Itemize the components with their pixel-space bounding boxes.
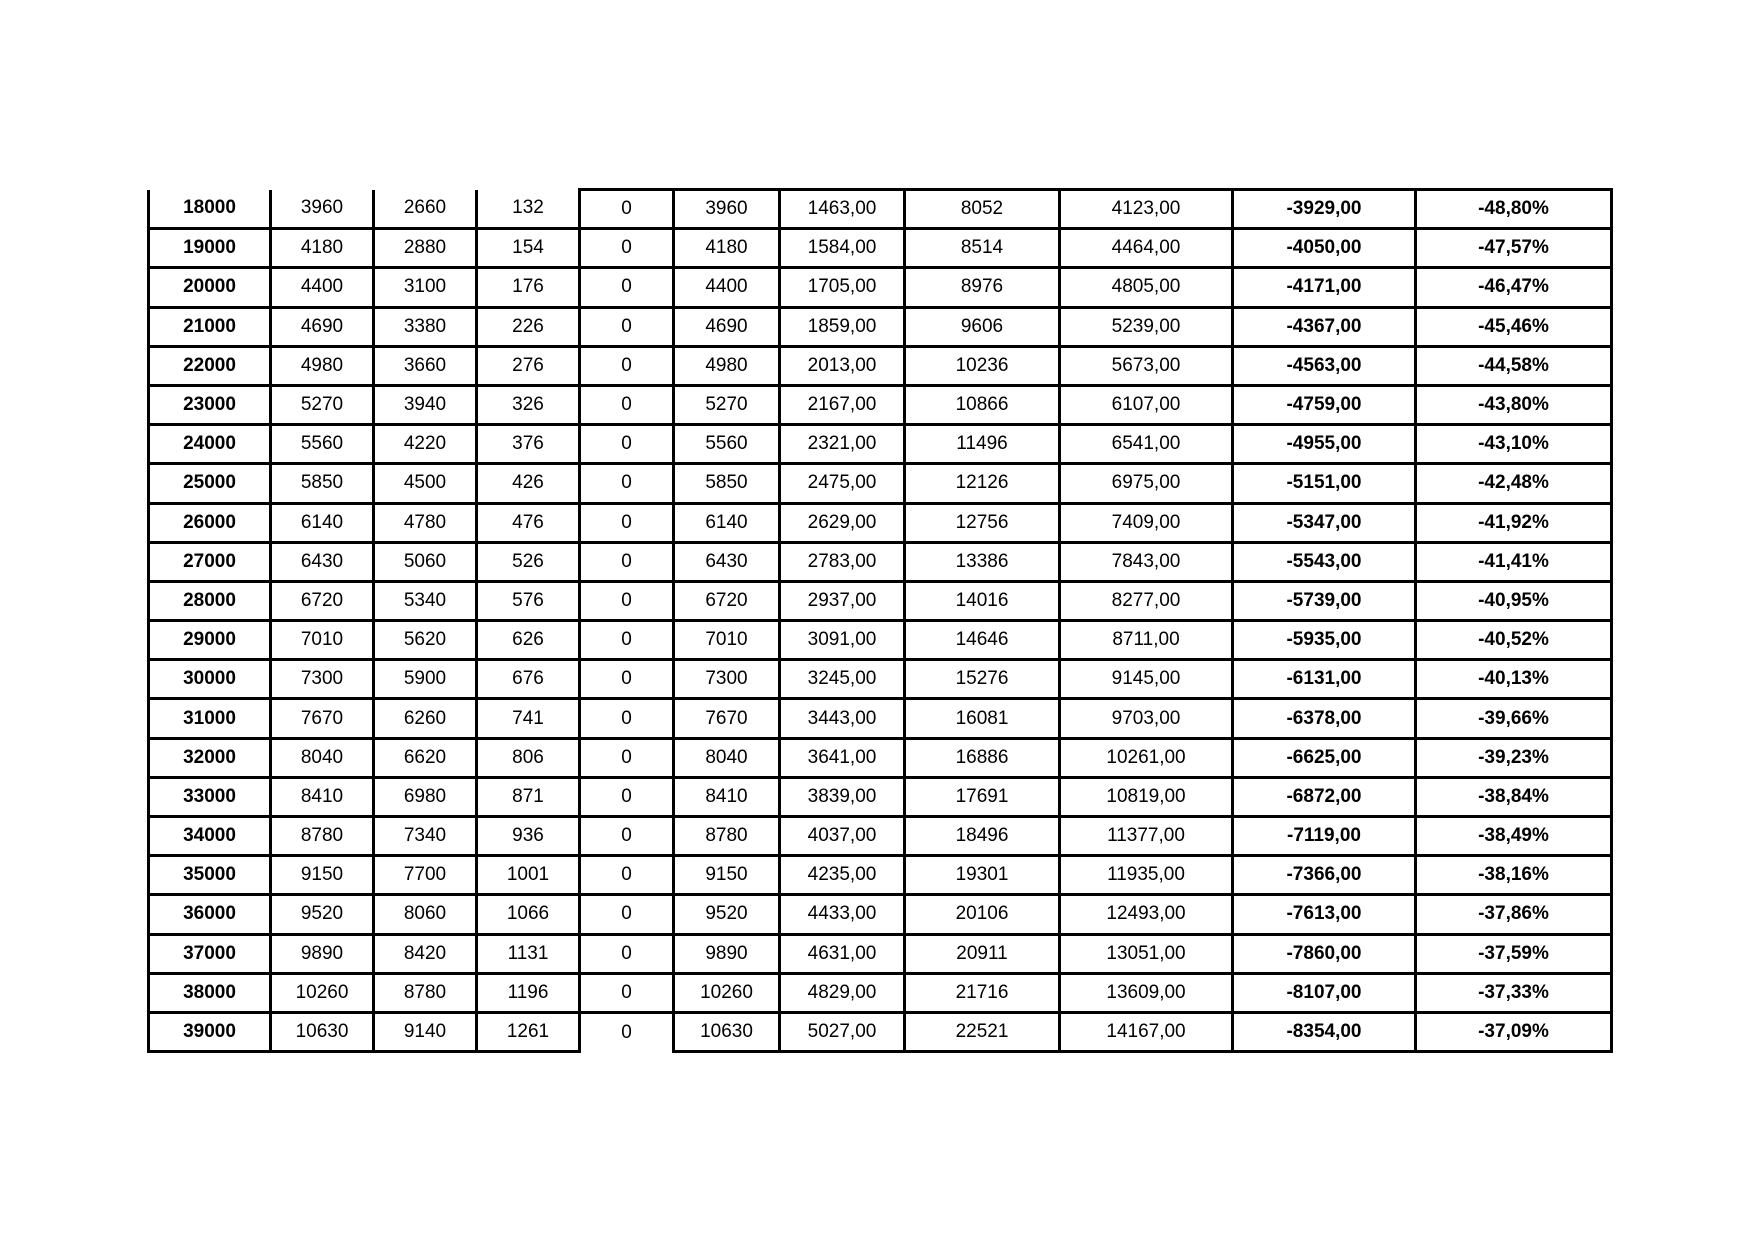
table-cell: 5560 xyxy=(271,425,374,464)
table-row xyxy=(149,464,1612,503)
table-row xyxy=(149,307,1612,346)
table-row xyxy=(149,1012,1612,1051)
table-cell: 8277,00 xyxy=(1060,581,1233,620)
table-cell: 476 xyxy=(477,503,580,542)
table-cell: 12493,00 xyxy=(1060,895,1233,934)
table-cell: 5270 xyxy=(674,385,780,424)
table-cell: 8420 xyxy=(374,934,477,973)
table-cell: 5850 xyxy=(271,464,374,503)
table-cell: 3839,00 xyxy=(780,777,905,816)
table-cell: 5340 xyxy=(374,581,477,620)
table-cell: 8514 xyxy=(905,229,1060,268)
table-cell: 7700 xyxy=(374,856,477,895)
table-cell: 18496 xyxy=(905,817,1060,856)
table-cell: 1001 xyxy=(477,856,580,895)
table-cell: 3245,00 xyxy=(780,660,905,699)
table-cell: 0 xyxy=(580,268,674,307)
table-cell: -4955,00 xyxy=(1233,425,1416,464)
table-cell: 30000 xyxy=(149,660,271,699)
table-cell: 3100 xyxy=(374,268,477,307)
table-cell: 626 xyxy=(477,621,580,660)
table-cell: 8780 xyxy=(674,817,780,856)
table-cell: 0 xyxy=(580,621,674,660)
table-cell: 871 xyxy=(477,777,580,816)
table-cell: 4235,00 xyxy=(780,856,905,895)
table-row xyxy=(149,973,1612,1012)
table-cell: 13609,00 xyxy=(1060,973,1233,1012)
table-cell: 10866 xyxy=(905,385,1060,424)
table-cell: -5543,00 xyxy=(1233,542,1416,581)
table-cell: 4220 xyxy=(374,425,477,464)
table-cell: 22521 xyxy=(905,1012,1060,1051)
table-cell: 7300 xyxy=(674,660,780,699)
table-cell: 6620 xyxy=(374,738,477,777)
table-cell: 4180 xyxy=(271,229,374,268)
table-cell: 21000 xyxy=(149,307,271,346)
table-cell: 7010 xyxy=(271,621,374,660)
table-cell: 2321,00 xyxy=(780,425,905,464)
table-cell: 8060 xyxy=(374,895,477,934)
table-cell: -39,66% xyxy=(1416,699,1612,738)
table-cell: 2013,00 xyxy=(780,346,905,385)
table-cell: 2880 xyxy=(374,229,477,268)
table-cell: 19301 xyxy=(905,856,1060,895)
table-cell: 0 xyxy=(580,817,674,856)
table-cell: 3960 xyxy=(271,190,374,229)
table-cell: 4180 xyxy=(674,229,780,268)
table-cell: 4037,00 xyxy=(780,817,905,856)
table-cell: -4563,00 xyxy=(1233,346,1416,385)
table-cell: 5850 xyxy=(674,464,780,503)
table-cell: 2475,00 xyxy=(780,464,905,503)
table-cell: 31000 xyxy=(149,699,271,738)
table-cell: -38,84% xyxy=(1416,777,1612,816)
table-cell: -37,09% xyxy=(1416,1012,1612,1051)
table-cell: -39,23% xyxy=(1416,738,1612,777)
table-cell: 9140 xyxy=(374,1012,477,1051)
table-cell: 0 xyxy=(580,385,674,424)
table-cell: 0 xyxy=(580,856,674,895)
table-cell: 5270 xyxy=(271,385,374,424)
table-row xyxy=(149,503,1612,542)
table-cell: -48,80% xyxy=(1416,190,1612,229)
table-cell: -3929,00 xyxy=(1233,190,1416,229)
table-cell: -40,95% xyxy=(1416,581,1612,620)
table-row xyxy=(149,699,1612,738)
table-cell: 0 xyxy=(580,777,674,816)
table-cell: 29000 xyxy=(149,621,271,660)
table-cell: 11377,00 xyxy=(1060,817,1233,856)
table-cell: 1131 xyxy=(477,934,580,973)
table-cell: -6625,00 xyxy=(1233,738,1416,777)
table-cell: 18000 xyxy=(149,190,271,229)
table-cell: 4980 xyxy=(271,346,374,385)
table-body xyxy=(149,190,1612,1052)
table-cell: 8410 xyxy=(674,777,780,816)
table-cell: 936 xyxy=(477,817,580,856)
table-cell: 6980 xyxy=(374,777,477,816)
table-cell: 37000 xyxy=(149,934,271,973)
table-cell: 0 xyxy=(580,425,674,464)
table-cell: 11935,00 xyxy=(1060,856,1233,895)
table-cell: 5560 xyxy=(674,425,780,464)
table-cell: 8711,00 xyxy=(1060,621,1233,660)
table-cell: 0 xyxy=(580,503,674,542)
table-cell: 3940 xyxy=(374,385,477,424)
table-cell: 9703,00 xyxy=(1060,699,1233,738)
table-cell: -7613,00 xyxy=(1233,895,1416,934)
table-cell: 12756 xyxy=(905,503,1060,542)
table-cell: 7409,00 xyxy=(1060,503,1233,542)
table-row xyxy=(149,621,1612,660)
table-cell: 6140 xyxy=(674,503,780,542)
table-cell: 4500 xyxy=(374,464,477,503)
table-cell: 0 xyxy=(580,934,674,973)
table-cell: 10260 xyxy=(674,973,780,1012)
table-cell: 2783,00 xyxy=(780,542,905,581)
table-cell: 10819,00 xyxy=(1060,777,1233,816)
table-cell: 6541,00 xyxy=(1060,425,1233,464)
table-cell: 9520 xyxy=(674,895,780,934)
table-cell: -41,92% xyxy=(1416,503,1612,542)
table-cell: 426 xyxy=(477,464,580,503)
table-cell: -45,46% xyxy=(1416,307,1612,346)
table-row xyxy=(149,385,1612,424)
table-cell: 9890 xyxy=(674,934,780,973)
table-cell: 13051,00 xyxy=(1060,934,1233,973)
table-cell: 10260 xyxy=(271,973,374,1012)
table-row xyxy=(149,268,1612,307)
table-cell: 6260 xyxy=(374,699,477,738)
table-cell: 6720 xyxy=(674,581,780,620)
table-cell: 10236 xyxy=(905,346,1060,385)
table-cell: 7670 xyxy=(674,699,780,738)
table-cell: 21716 xyxy=(905,973,1060,1012)
table-cell: 8780 xyxy=(271,817,374,856)
table-cell: 5027,00 xyxy=(780,1012,905,1051)
table-cell: 676 xyxy=(477,660,580,699)
table-cell: 7843,00 xyxy=(1060,542,1233,581)
table-cell: 32000 xyxy=(149,738,271,777)
table-cell: 1705,00 xyxy=(780,268,905,307)
table-cell: 34000 xyxy=(149,817,271,856)
table-cell: 17691 xyxy=(905,777,1060,816)
table-cell: 7300 xyxy=(271,660,374,699)
table-cell: -38,49% xyxy=(1416,817,1612,856)
table-cell: 0 xyxy=(580,660,674,699)
table-cell: 2167,00 xyxy=(780,385,905,424)
table-cell: 4980 xyxy=(674,346,780,385)
table-cell: 276 xyxy=(477,346,580,385)
table-cell: -41,41% xyxy=(1416,542,1612,581)
table-cell: 7670 xyxy=(271,699,374,738)
table-cell: -7366,00 xyxy=(1233,856,1416,895)
table-cell: -40,13% xyxy=(1416,660,1612,699)
table-cell: -4050,00 xyxy=(1233,229,1416,268)
table-row xyxy=(149,581,1612,620)
table-cell: 3091,00 xyxy=(780,621,905,660)
table-cell: 376 xyxy=(477,425,580,464)
table-cell: -4171,00 xyxy=(1233,268,1416,307)
table-cell: 176 xyxy=(477,268,580,307)
table-row xyxy=(149,542,1612,581)
table-cell: 5900 xyxy=(374,660,477,699)
table-cell: 7340 xyxy=(374,817,477,856)
table-row xyxy=(149,777,1612,816)
table-cell: 741 xyxy=(477,699,580,738)
table-cell: 0 xyxy=(580,346,674,385)
table-cell: 9520 xyxy=(271,895,374,934)
table-cell: 38000 xyxy=(149,973,271,1012)
table-cell: 9150 xyxy=(674,856,780,895)
table-cell: 14646 xyxy=(905,621,1060,660)
table-row xyxy=(149,817,1612,856)
table-cell: 2660 xyxy=(374,190,477,229)
table-cell: -5739,00 xyxy=(1233,581,1416,620)
table-cell: 4780 xyxy=(374,503,477,542)
table-cell: 23000 xyxy=(149,385,271,424)
table-cell: 24000 xyxy=(149,425,271,464)
table-cell: -6131,00 xyxy=(1233,660,1416,699)
table-cell: 4631,00 xyxy=(780,934,905,973)
table-cell: 226 xyxy=(477,307,580,346)
table-cell: 0 xyxy=(580,190,674,229)
table-cell: 5239,00 xyxy=(1060,307,1233,346)
table-cell: 10630 xyxy=(674,1012,780,1051)
table-cell: 12126 xyxy=(905,464,1060,503)
table-cell: 7010 xyxy=(674,621,780,660)
table-row xyxy=(149,660,1612,699)
table-cell: 6430 xyxy=(674,542,780,581)
table-cell: 3660 xyxy=(374,346,477,385)
table-cell: 4400 xyxy=(271,268,374,307)
table-cell: 0 xyxy=(580,895,674,934)
table-cell: 2937,00 xyxy=(780,581,905,620)
table-cell: -5347,00 xyxy=(1233,503,1416,542)
table-cell: 526 xyxy=(477,542,580,581)
table-cell: 11496 xyxy=(905,425,1060,464)
table-cell: 4400 xyxy=(674,268,780,307)
table-cell: 806 xyxy=(477,738,580,777)
table-row xyxy=(149,229,1612,268)
table-cell: 25000 xyxy=(149,464,271,503)
table-cell: 0 xyxy=(580,973,674,1012)
table-cell: 14016 xyxy=(905,581,1060,620)
table-row xyxy=(149,856,1612,895)
table-cell: 4123,00 xyxy=(1060,190,1233,229)
table-cell: 36000 xyxy=(149,895,271,934)
table-cell: -8107,00 xyxy=(1233,973,1416,1012)
table-cell: 1584,00 xyxy=(780,229,905,268)
table-cell: 326 xyxy=(477,385,580,424)
table-cell: 28000 xyxy=(149,581,271,620)
table-cell: 9606 xyxy=(905,307,1060,346)
table-cell: 2629,00 xyxy=(780,503,905,542)
table-cell: 3641,00 xyxy=(780,738,905,777)
table-cell: -37,86% xyxy=(1416,895,1612,934)
table-cell: 4690 xyxy=(271,307,374,346)
table-cell: 6107,00 xyxy=(1060,385,1233,424)
table-cell: 5673,00 xyxy=(1060,346,1233,385)
table-cell: 0 xyxy=(580,738,674,777)
table-cell: -6872,00 xyxy=(1233,777,1416,816)
table-cell: -4367,00 xyxy=(1233,307,1416,346)
table-cell: 9890 xyxy=(271,934,374,973)
table-cell: 6140 xyxy=(271,503,374,542)
data-table xyxy=(147,188,1613,1053)
table-cell: -43,10% xyxy=(1416,425,1612,464)
table-cell: 0 xyxy=(580,1012,674,1051)
table-cell: -7860,00 xyxy=(1233,934,1416,973)
table-cell: 1196 xyxy=(477,973,580,1012)
table-cell: 8052 xyxy=(905,190,1060,229)
table-cell: 4805,00 xyxy=(1060,268,1233,307)
table-cell: 576 xyxy=(477,581,580,620)
table-cell: 4690 xyxy=(674,307,780,346)
table-row xyxy=(149,895,1612,934)
table-cell: 10261,00 xyxy=(1060,738,1233,777)
table-cell: -7119,00 xyxy=(1233,817,1416,856)
table-cell: 26000 xyxy=(149,503,271,542)
table-cell: -46,47% xyxy=(1416,268,1612,307)
table-cell: 0 xyxy=(580,699,674,738)
table-cell: 10630 xyxy=(271,1012,374,1051)
table-cell: 8040 xyxy=(271,738,374,777)
table-cell: -5151,00 xyxy=(1233,464,1416,503)
table-cell: 14167,00 xyxy=(1060,1012,1233,1051)
table-row xyxy=(149,425,1612,464)
table-cell: 6720 xyxy=(271,581,374,620)
table-cell: 0 xyxy=(580,542,674,581)
table-cell: 5620 xyxy=(374,621,477,660)
table-cell: 16081 xyxy=(905,699,1060,738)
table-row xyxy=(149,346,1612,385)
table-cell: -43,80% xyxy=(1416,385,1612,424)
table-cell: 8040 xyxy=(674,738,780,777)
table-cell: 0 xyxy=(580,464,674,503)
table-cell: 132 xyxy=(477,190,580,229)
table-cell: 0 xyxy=(580,581,674,620)
table-cell: 3380 xyxy=(374,307,477,346)
table-cell: -44,58% xyxy=(1416,346,1612,385)
table-cell: 13386 xyxy=(905,542,1060,581)
table-cell: 8780 xyxy=(374,973,477,1012)
table-cell: 19000 xyxy=(149,229,271,268)
table-cell: 39000 xyxy=(149,1012,271,1051)
table-cell: -5935,00 xyxy=(1233,621,1416,660)
table-cell: 6430 xyxy=(271,542,374,581)
table-cell: 20000 xyxy=(149,268,271,307)
table-cell: 20911 xyxy=(905,934,1060,973)
table-cell: 3960 xyxy=(674,190,780,229)
table-row xyxy=(149,738,1612,777)
table-cell: 33000 xyxy=(149,777,271,816)
table-cell: 1463,00 xyxy=(780,190,905,229)
table-cell: 1859,00 xyxy=(780,307,905,346)
table-cell: -4759,00 xyxy=(1233,385,1416,424)
table-cell: 15276 xyxy=(905,660,1060,699)
table-cell: 22000 xyxy=(149,346,271,385)
table-cell: 3443,00 xyxy=(780,699,905,738)
table-cell: 4433,00 xyxy=(780,895,905,934)
table-cell: 9145,00 xyxy=(1060,660,1233,699)
table-cell: 4829,00 xyxy=(780,973,905,1012)
table-cell: 5060 xyxy=(374,542,477,581)
table-cell: 27000 xyxy=(149,542,271,581)
table-cell: -40,52% xyxy=(1416,621,1612,660)
table-cell: 8410 xyxy=(271,777,374,816)
table-cell: 35000 xyxy=(149,856,271,895)
table-cell: -38,16% xyxy=(1416,856,1612,895)
table-cell: 16886 xyxy=(905,738,1060,777)
table-cell: 6975,00 xyxy=(1060,464,1233,503)
table-cell: -8354,00 xyxy=(1233,1012,1416,1051)
table-cell: 0 xyxy=(580,229,674,268)
table-row xyxy=(149,190,1612,229)
table-cell: 1066 xyxy=(477,895,580,934)
table-cell: 9150 xyxy=(271,856,374,895)
table-cell: 4464,00 xyxy=(1060,229,1233,268)
table-cell: -47,57% xyxy=(1416,229,1612,268)
table-cell: 1261 xyxy=(477,1012,580,1051)
table-cell: 20106 xyxy=(905,895,1060,934)
table-cell: -6378,00 xyxy=(1233,699,1416,738)
table-cell: 8976 xyxy=(905,268,1060,307)
table-cell: -37,33% xyxy=(1416,973,1612,1012)
table-cell: 0 xyxy=(580,307,674,346)
table-cell: 154 xyxy=(477,229,580,268)
table-cell: -42,48% xyxy=(1416,464,1612,503)
table-row xyxy=(149,934,1612,973)
table-cell: -37,59% xyxy=(1416,934,1612,973)
